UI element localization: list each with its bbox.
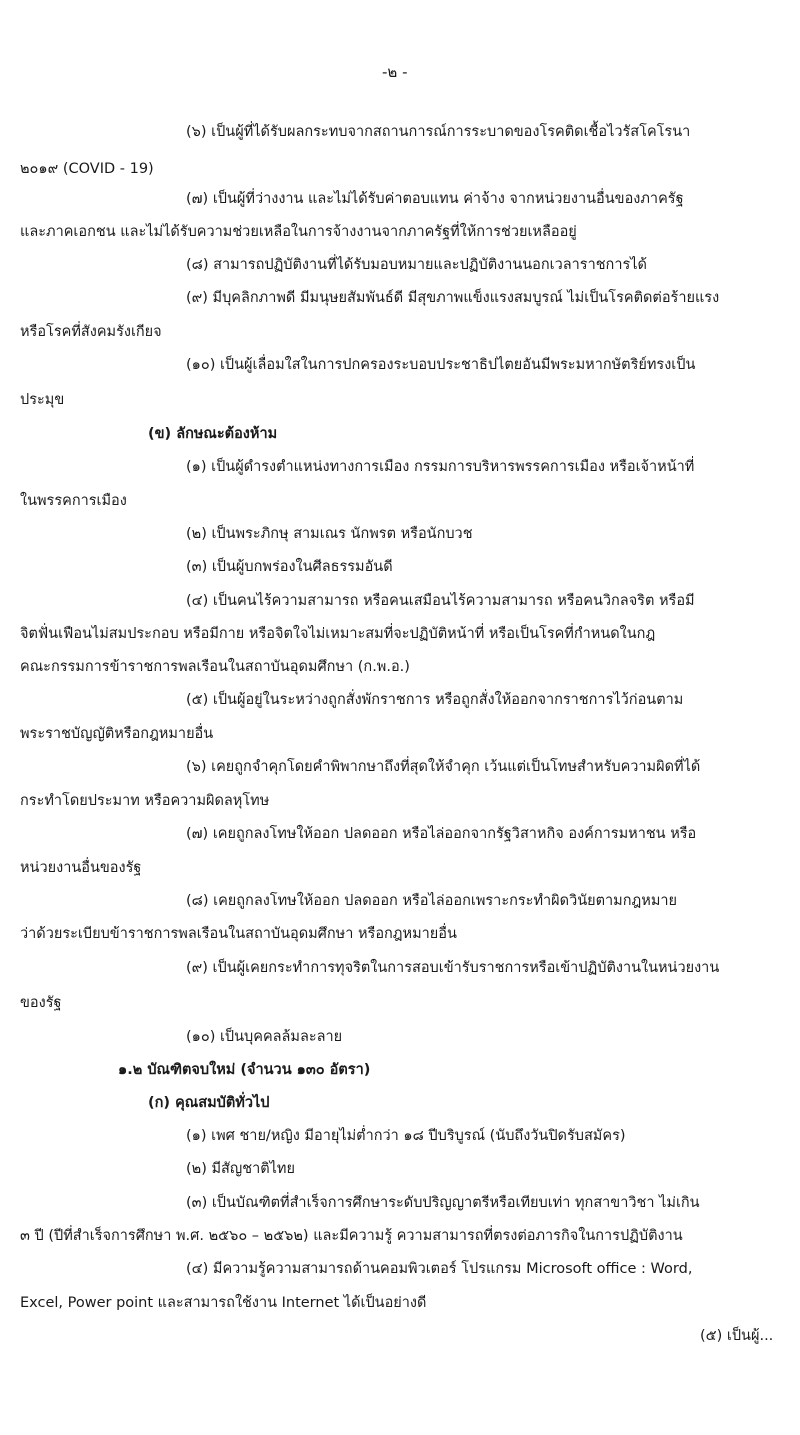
b-item-8-line-2: ว่าด้วยระเบียบข้าราชการพลเรือนในสถาบันอุดมศึกษา หรือกฎหมายอื่น: [20, 926, 457, 942]
b-item-4-line-1: (๔) เป็นคนไร้ความสามารถ หรือคนเสมือนไร้ความสามารถ หรือคนวิกลจริต หรือมี: [186, 593, 695, 609]
new-grad-item-4-line-2: Excel, Power point และสามารถใช้งาน Internet ได้เป็นอย่างดี: [20, 1295, 427, 1311]
b-item-5-line-2: พระราชบัญญัติหรือกฎหมายอื่น: [20, 726, 214, 742]
b-item-1-line-2: ในพรรคการเมือง: [20, 493, 127, 509]
a-item-9-line-2: หรือโรคที่สังคมรังเกียจ: [20, 324, 162, 340]
page-number: -๒ -: [382, 63, 408, 81]
continuation-marker: (๕) เป็นผู้...: [700, 1328, 774, 1344]
b-item-6-line-2: กระทำโดยประมาท หรือความผิดลหุโทษ: [20, 793, 270, 809]
a-item-6-line-2: ๒๐๑๙ (COVID - 19): [20, 161, 154, 177]
new-grad-item-3-line-2: ๓ ปี (ปีที่สำเร็จการศึกษา พ.ศ. ๒๕๖๐ – ๒๕๖๒) และมีความรู้ ความสามารถที่ตรงต่อภารกิจในการปฏิบัติงาน: [20, 1228, 683, 1244]
b-item-9-line-1: (๙) เป็นผู้เคยกระทำการทุจริตในการสอบเข้ารับราชการหรือเข้าปฏิบัติงานในหน่วยงาน: [186, 960, 720, 976]
a-item-10-line-2: ประมุข: [20, 392, 65, 408]
b-item-5-line-1: (๕) เป็นผู้อยู่ในระหว่างถูกสั่งพักราชการ หรือถูกสั่งให้ออกจากราชการไว้ก่อนตาม: [186, 692, 684, 708]
b-item-1-line-1: (๑) เป็นผู้ดำรงตำแหน่งทางการเมือง กรรมการบริหารพรรคการเมือง หรือเจ้าหน้าที่: [186, 459, 695, 475]
b-item-2: (๒) เป็นพระภิกษุ สามเณร นักพรต หรือนักบวช: [186, 526, 473, 542]
section-b-heading: (ข) ลักษณะต้องห้าม: [148, 426, 278, 442]
section-1-2-sub-heading: (ก) คุณสมบัติทั่วไป: [148, 1095, 270, 1111]
new-grad-item-2: (๒) มีสัญชาติไทย: [186, 1161, 295, 1177]
a-item-8: (๘) สามารถปฏิบัติงานที่ได้รับมอบหมายและปฏิบัติงานนอกเวลาราชการได้: [186, 257, 647, 273]
b-item-4-line-2: จิตฟั่นเฟือนไม่สมประกอบ หรือมีกาย หรือจิตใจไม่เหมาะสมที่จะปฏิบัติหน้าที่ หรือเป็นโรคที่กำหนดในกฎ: [20, 626, 656, 642]
new-grad-item-1: (๑) เพศ ชาย/หญิง มีอายุไม่ต่ำกว่า ๑๘ ปีบริบูรณ์ (นับถึงวันปิดรับสมัคร): [186, 1128, 626, 1144]
b-item-7-line-1: (๗) เคยถูกลงโทษให้ออก ปลดออก หรือไล่ออกจากรัฐวิสาหกิจ องค์การมหาชน หรือ: [186, 826, 697, 842]
a-item-7-line-1: (๗) เป็นผู้ที่ว่างงาน และไม่ได้รับค่าตอบแทน ค่าจ้าง จากหน่วยงานอื่นของภาครัฐ: [186, 191, 684, 207]
b-item-4-line-3: คณะกรรมการข้าราชการพลเรือนในสถาบันอุดมศึกษา (ก.พ.อ.): [20, 659, 410, 675]
a-item-10-line-1: (๑๐) เป็นผู้เลื่อมใสในการปกครองระบอบประชาธิปไตยอันมีพระมหากษัตริย์ทรงเป็น: [186, 357, 696, 373]
a-item-7-line-2: และภาคเอกชน และไม่ได้รับความช่วยเหลือในการจ้างงานจากภาครัฐที่ให้การช่วยเหลืออยู่: [20, 224, 577, 240]
a-item-6-line-1: (๖) เป็นผู้ที่ได้รับผลกระทบจากสถานการณ์การระบาดของโรคติดเชื้อไวรัสโคโรนา: [186, 124, 691, 140]
b-item-9-line-2: ของรัฐ: [20, 995, 62, 1011]
b-item-10: (๑๐) เป็นบุคคลล้มละลาย: [186, 1029, 343, 1045]
b-item-8-line-1: (๘) เคยถูกลงโทษให้ออก ปลดออก หรือไล่ออกเพราะกระทำผิดวินัยตามกฎหมาย: [186, 893, 678, 909]
new-grad-item-4-line-1: (๔) มีความรู้ความสามารถด้านคอมพิวเตอร์ โปรแกรม Microsoft office : Word,: [186, 1261, 693, 1277]
new-grad-item-3-line-1: (๓) เป็นบัณฑิตที่สำเร็จการศึกษาระดับปริญญาตรีหรือเทียบเท่า ทุกสาขาวิชา ไม่เกิน: [186, 1195, 700, 1211]
a-item-9-line-1: (๙) มีบุคลิกภาพดี มีมนุษยสัมพันธ์ดี มีสุขภาพแข็งแรงสมบูรณ์ ไม่เป็นโรคติดต่อร้ายแรง: [186, 290, 720, 306]
b-item-3: (๓) เป็นผู้บกพร่องในศีลธรรมอันดี: [186, 559, 393, 575]
section-1-2-heading: ๑.๒ บัณฑิตจบใหม่ (จำนวน ๑๓๐ อัตรา): [118, 1062, 371, 1078]
b-item-6-line-1: (๖) เคยถูกจำคุกโดยคำพิพากษาถึงที่สุดให้จำคุก เว้นแต่เป็นโทษสำหรับความผิดที่ได้: [186, 759, 701, 775]
b-item-7-line-2: หน่วยงานอื่นของรัฐ: [20, 860, 142, 876]
